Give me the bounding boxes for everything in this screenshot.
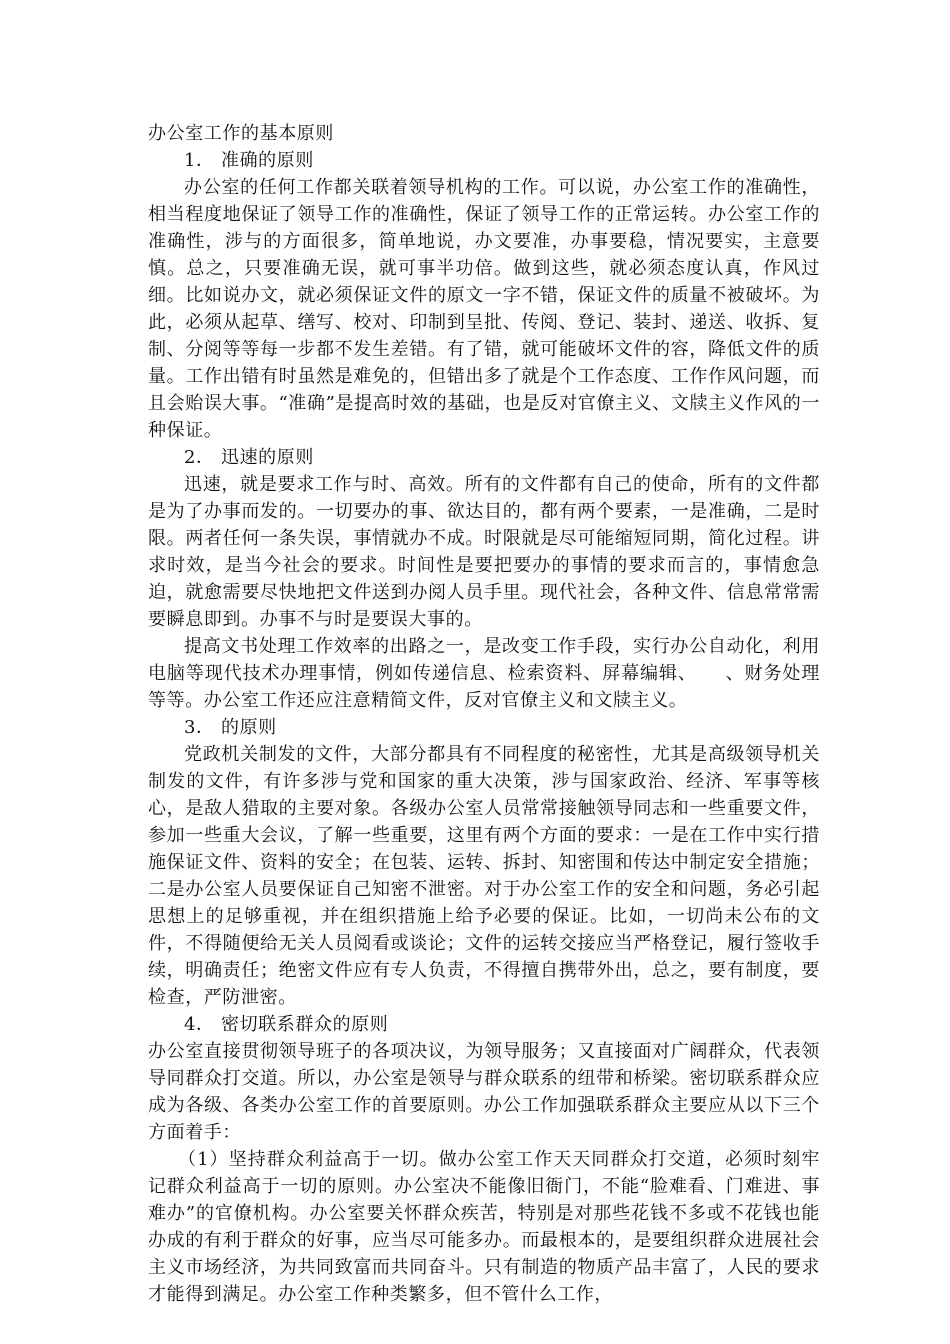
section-paragraph: 提高文书处理工作效率的出路之一，是改变工作手段，实行办公自动化，利用电脑等现代技术办理事情，例如传递信息、检索资料、屏幕编辑、 、财务处理等等。办公室工作还应注意精简文件，反对官僚主义和文牍主义。: [148, 636, 820, 711]
section-paragraph: 办公室直接贯彻领导班子的各项决议，为领导服务；又直接面对广阔群众，代表领导同群众打交道。所以，办公室是领导与群众联系的纽带和桥梁。密切联系群众应成为各级、各类办公室工作的首要原则。办公工作加强联系群众主要应从以下三个方面着手：: [148, 1041, 820, 1143]
document-title: 办公室工作的基本原则: [148, 123, 334, 144]
section-heading-speed: 2． 迅速的原则: [184, 447, 314, 468]
section-paragraph: 办公室的任何工作都关联着领导机构的工作。可以说，办公室工作的准确性，相当程度地保证了领导工作的准确性，保证了领导工作的正常运转。办公室工作的准确性，涉与的方面很多，简单地说，办文要准，办事要稳，情况要实，主意要慎。总之，只要准确无误，就可事半功倍。做到这些，就必须态度认真，作风过细。比如说办文，就必须保证文件的原文一字不错，保证文件的质量不被破坏。为此，必须从起草、缮写、校对、印制到呈批、传阅、登记、装封、递送、收拆、复制、分阅等等每一步都不发生差错。有了错，就可能破坏文件的容，降低文件的质量。工作出错有时虽然是难免的，但错出多了就是个工作态度、工作作风问题，而且会贻误大事。“准确”是提高时效的基础，也是反对官僚主义、文牍主义作风的一种保证。: [148, 177, 820, 441]
section-heading-accuracy: 1． 准确的原则: [184, 150, 314, 171]
section-heading-masses: 4． 密切联系群众的原则: [184, 1014, 389, 1035]
section-paragraph: 党政机关制发的文件，大部分都具有不同程度的秘密性，尤其是高级领导机关制发的文件，有许多涉与党和国家的重大决策，涉与国家政治、经济、军事等核心，是敌人猎取的主要对象。各级办公室人员常常接触领导同志和一些重要文件，参加一些重大会议，了解一些重要，这里有两个方面的要求：一是在工作中实行措施保证文件、资料的安全；在包装、运转、拆封、知密围和传达中制定安全措施；二是办公室人员要保证自己知密不泄密。对于办公室工作的安全和问题，务必引起思想上的足够重视，并在组织措施上给予必要的保证。比如，一切尚未公布的文件，不得随便给无关人员阅看或谈论；文件的运转交接应当严格登记，履行签收手续，明确责任；绝密文件应有专人负责，不得擅自携带外出，总之，要有制度，要检查，严防泄密。: [148, 744, 820, 1008]
list-item: （1）坚持群众利益高于一切。做办公室工作天天同群众打交道，必须时刻牢记群众利益高于一切的原则。办公室决不能像旧衙门，不能“脸难看、门难进、事难办”的官僚机构。办公室要关怀群众疾苦，特别是对那些花钱不多或不花钱也能办成的有利于群众的好事，应当尽可能多办。而最根本的，是要组织群众进展社会主义市场经济，为共同致富而共同奋斗。只有制造的物质产品丰富了，人民的要求才能得到满足。办公室工作种类繁多，但不管什么工作，: [148, 1149, 820, 1305]
section-paragraph: 迅速，就是要求工作与时、高效。所有的文件都有自己的使命，所有的文件都是为了办事而发的。一切要办的事、欲达目的，都有两个要素，一是准确，二是时限。两者任何一条失误，事情就办不成。时限就是尽可能缩短同期，简化过程。讲求时效，是当今社会的要求。时间性是要把要办的事情的要求而言的，事情愈急迫，就愈需要尽快地把文件送到办阅人员手里。现代社会，各种文件、信息常常需要瞬息即到。办事不与时是要误大事的。: [148, 474, 820, 630]
document-body: [148, 120, 820, 1308]
section-heading-confidentiality: 3． 的原则: [184, 717, 277, 738]
